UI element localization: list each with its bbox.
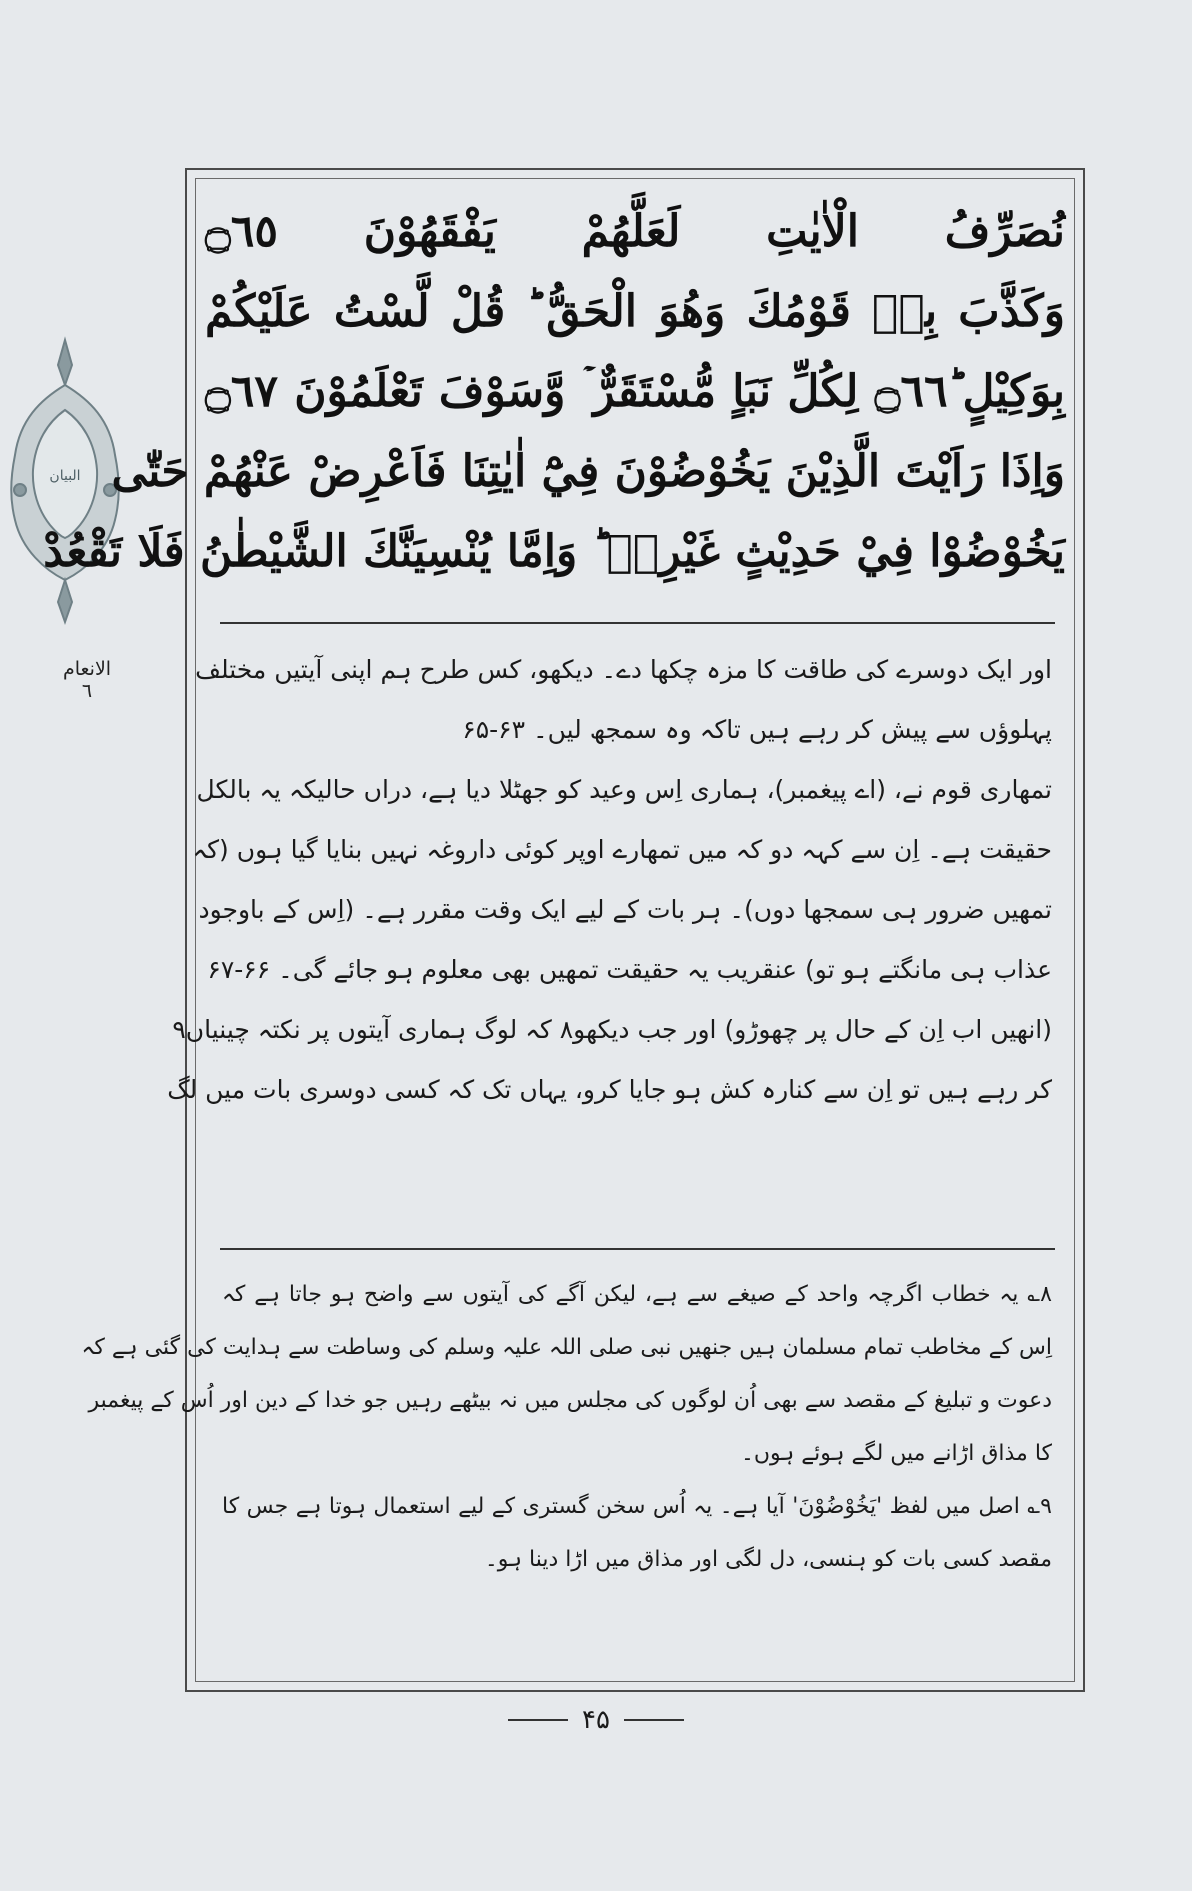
quran-line: بِوَكِيْلٍ ؕ۝٦٦ لِكُلِّ نَبَاٍ مُّسْتَقَرٌّ ۡ وَّسَوْفَ تَعْلَمُوْنَ ۝٦٧ [205, 366, 1065, 417]
divider-rule [220, 622, 1055, 624]
translation-line: تمھیں ضرور ہی سمجھا دوں)۔ ہر بات کے لیے ایک وقت مقرر ہے۔ (اِس کے باوجود [198, 895, 1052, 924]
translation-line: پہلوؤں سے پیش کر رہے ہیں تاکہ وہ سمجھ لیں۔ ۶۳-۶۵ [462, 715, 1052, 744]
quran-line: يَخُوْضُوْا فِيْ حَدِيْثٍ غَيْرِهٖ ؕ وَاِمَّا يُنْسِيَنَّكَ الشَّيْطٰنُ فَلَا تَقْعُدْ [43, 526, 1065, 577]
translation-line: کر رہے ہیں تو اِن سے کنارہ کش ہو جایا کرو، یہاں تک کہ کسی دوسری بات میں لگ [167, 1075, 1052, 1104]
translation-line: اور ایک دوسرے کی طاقت کا مزہ چکھا دے۔ دیکھو، کس طرح ہم اپنی آیتیں مختلف [195, 655, 1052, 684]
surah-name: الانعام [62, 658, 112, 680]
quran-line: وَاِذَا رَاَيْتَ الَّذِيْنَ يَخُوْضُوْنَ فِيْٓ اٰيٰتِنَا فَاَعْرِضْ عَنْهُمْ حَتّٰى [111, 446, 1065, 497]
page-number: ۴۵ [582, 1705, 610, 1735]
footnote-line: ۸؎ یہ خطاب اگرچہ واحد کے صیغے سے ہے، لیکن آگے کی آیتوں سے واضح ہو جاتا ہے کہ [222, 1282, 1052, 1307]
page-number-dash [508, 1719, 568, 1721]
footnote-line: اِس کے مخاطب تمام مسلمان ہیں جنھیں نبی صلی اللہ علیہ وسلم کی وساطت سے ہدایت کی گئی ہے کہ [81, 1335, 1052, 1360]
footnote-line: ۹؎ اصل میں لفظ 'یَخُوْضُوْنَ' آیا ہے۔ یہ اُس سخن گستری کے لیے استعمال ہوتا ہے جس کا [222, 1494, 1052, 1519]
translation-line: حقیقت ہے۔ اِن سے کہہ دو کہ میں تمھارے اوپر کوئی داروغہ نہیں بنایا گیا ہوں (کہ [192, 835, 1052, 864]
ornament-label: البیان [49, 468, 81, 484]
translation-line: (انھیں اب اِن کے حال پر چھوڑو) اور جب دیکھو۸ کہ لوگ ہماری آیتوں پر نکتہ چینیاں۹ [172, 1015, 1052, 1044]
surah-side-label [52, 658, 122, 702]
quran-line: وَكَذَّبَ بِهٖ قَوْمُكَ وَهُوَ الْحَقُّ ؕ قُلْ لَّسْتُ عَلَيْكُمْ [205, 286, 1065, 337]
divider-rule [220, 1248, 1055, 1250]
footnotes-block [81, 1268, 1052, 1586]
footnote-line: مقصد کسی بات کو ہنسی، دل لگی اور مذاق میں اڑا دینا ہو۔ [484, 1547, 1052, 1572]
footnote-line: دعوت و تبلیغ کے مقصد سے بھی اُن لوگوں کی مجلس میں نہ بیٹھے رہیں جو خدا کے دین اور اُس کے پیغمبر [88, 1388, 1052, 1413]
page-footer [0, 1700, 1192, 1740]
translation-line: تمھاری قوم نے، (اے پیغمبر)، ہماری اِس وعید کو جھٹلا دیا ہے، دراں حالیکہ یہ بالکل [196, 775, 1052, 804]
footnote-line: کا مذاق اڑانے میں لگے ہوئے ہوں۔ [741, 1441, 1052, 1466]
page-number-dash [624, 1719, 684, 1721]
urdu-translation-block [167, 640, 1052, 1120]
surah-number: ٦ [81, 680, 93, 702]
quran-line: نُصَرِّفُ الْاٰيٰتِ لَعَلَّهُمْ يَفْقَهُوْنَ ۝٦٥ [205, 206, 1065, 257]
translation-line: عذاب ہی مانگتے ہو تو) عنقریب یہ حقیقت تمھیں بھی معلوم ہو جائے گی۔ ۶۶-۶۷ [207, 955, 1052, 984]
